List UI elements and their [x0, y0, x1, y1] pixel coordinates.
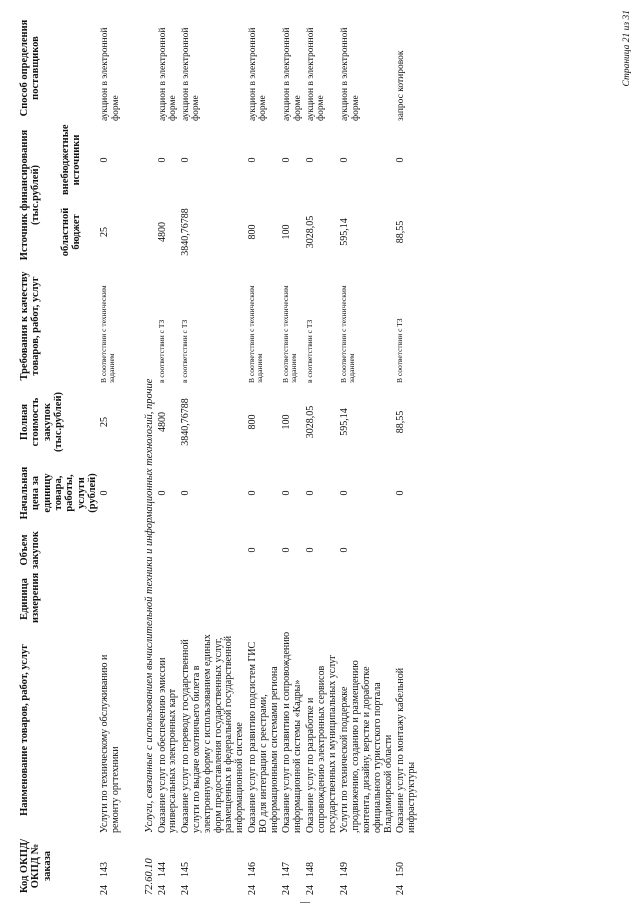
row-total-cost: 3028,05: [304, 405, 316, 439]
header-code: Код ОКПД/ ОКПД № заказа: [19, 838, 53, 894]
row-method: аукцион в электронной форме: [248, 27, 269, 121]
table-row: [99, 13, 143, 897]
row-code: [99, 835, 143, 897]
header-total-cost: Полная стоимость закупок (тыс.рублей): [19, 391, 64, 453]
row-total-cost: 595,14: [339, 408, 351, 436]
row-start-price: 0: [247, 490, 258, 496]
header-requirements: Требования к качеству товаров, работ, услуг: [19, 271, 42, 381]
header-unit: Единица измерения: [19, 572, 42, 623]
page-number: Страница 21 из 31: [621, 10, 632, 87]
row-order-number: 147: [281, 862, 293, 877]
table-row: [395, 13, 419, 897]
row-requirements: в соответствии с ТЗ: [304, 319, 314, 383]
row-code-value: 24: [247, 885, 258, 895]
row-code: [305, 835, 339, 897]
row-volume: [99, 527, 143, 573]
row-order-number: 144: [156, 862, 168, 877]
row-finance-regional: 3840,76788: [180, 208, 192, 256]
row-code-value: 24: [156, 885, 168, 895]
row-requirements: В соответствии с техническим заданием: [99, 285, 117, 383]
header-method: Способ определения поставщиков: [19, 19, 42, 117]
row-finance-extra: 0: [339, 157, 351, 163]
row-order-number: 145: [180, 862, 192, 877]
edge-mark: [300, 902, 310, 903]
row-code: [157, 835, 181, 897]
row-finance-extra: 0: [281, 157, 293, 163]
row-name: Оказание услуг по монтажу кабельной инфраструктуры: [395, 667, 418, 833]
row-order-number: 143: [99, 862, 111, 877]
row-order-number: 149: [339, 862, 351, 877]
section-row: [143, 13, 156, 897]
row-unit: [339, 573, 395, 625]
row-finance-regional: 25: [99, 227, 111, 237]
row-requirements: В соответствии с техническим заданием: [247, 285, 265, 383]
row-method: аукцион в электронной форме: [100, 27, 121, 121]
header-volume: Объем закупок: [19, 531, 42, 569]
row-method: аукцион в электронной форме: [157, 27, 178, 121]
table-row: [281, 13, 305, 897]
header-finance-regional: областной бюджет: [59, 207, 82, 257]
row-total-cost: 25: [99, 417, 111, 427]
row-start-price: 0: [395, 490, 407, 496]
row-name: Оказание услуг по обеспечению эмиссии универсальных электронных карт: [156, 657, 179, 833]
row-unit: [99, 573, 143, 625]
row-requirements: В соответствии с ТЗ: [395, 318, 405, 383]
row-requirements: В соответствии с техническим заданием: [339, 285, 357, 383]
row-start-price: 0: [180, 490, 192, 496]
row-total-cost: 3840,76788: [180, 398, 192, 446]
row-code-value: 24: [395, 885, 407, 895]
row-finance-extra: 0: [395, 157, 407, 163]
row-code: [281, 835, 305, 897]
table-body: [99, 13, 419, 897]
row-method: аукцион в электронной форме: [305, 27, 327, 121]
row-order-number: 150: [395, 862, 407, 877]
row-unit: [395, 573, 419, 625]
row-name: Оказание услуг по разработке и сопровождению электронных сервисов государственных и муниципальных услуг: [304, 654, 338, 833]
row-method: аукцион в электронной форме: [181, 27, 202, 121]
header-finance-extra: внебюджетные источники: [59, 124, 82, 195]
table-row: [180, 13, 247, 897]
row-unit: [157, 573, 181, 625]
table-header: [18, 13, 99, 897]
row-code-value: 24: [180, 885, 192, 895]
row-volume: 0: [304, 547, 316, 553]
row-finance-regional: 88,55: [395, 220, 407, 244]
row-finance-extra: 0: [180, 157, 192, 163]
row-unit: [247, 573, 281, 625]
table-row: [157, 13, 181, 897]
row-volume: 0: [247, 547, 258, 553]
row-code-value: 24: [304, 885, 316, 895]
row-requirements: В соответствии с техническим заданием: [281, 285, 299, 383]
procurement-table: [18, 13, 419, 897]
row-finance-extra: 0: [304, 157, 316, 163]
row-requirements: в соответствии с ТЗ: [156, 319, 166, 383]
row-start-price: 0: [304, 490, 316, 496]
row-total-cost: 88,55: [395, 410, 407, 434]
row-start-price: 0: [339, 490, 351, 496]
row-volume: 0: [339, 547, 351, 553]
row-finance-extra: 0: [247, 157, 258, 163]
row-finance-regional: 4800: [156, 222, 168, 242]
row-volume: 0: [281, 547, 293, 553]
row-start-price: 0: [156, 490, 168, 496]
row-finance-regional: 100: [281, 224, 293, 240]
section-code: 72.60.10: [144, 858, 156, 895]
table-row: [339, 13, 395, 897]
row-name: Оказание услуг по развитию и сопровождению информационной системы «Кадры»: [281, 631, 304, 833]
row-code: [339, 835, 395, 897]
row-code: [247, 835, 281, 897]
header-finance: Источник финансирования (тыс.рублей): [19, 129, 42, 261]
row-code: [180, 835, 247, 897]
row-order-number: 146: [247, 862, 258, 877]
row-total-cost: 4800: [156, 412, 168, 432]
table-row: [247, 13, 281, 897]
row-order-number: 148: [304, 862, 316, 877]
section-title: Услуги, связанные с использованием вычислительной техники и информационных технологий, прочие: [144, 378, 156, 833]
row-volume: [157, 527, 181, 573]
row-start-price: 0: [99, 490, 111, 496]
header-start-price: Начальная цена за единицу товара, работы, услуги (рублей): [19, 466, 98, 520]
row-finance-regional: 595,14: [339, 218, 351, 246]
row-method: аукцион в электронной форме: [282, 27, 303, 121]
row-finance-extra: 0: [99, 157, 111, 163]
row-name: Услуги по технической поддержке ,продвижению, созданию и размещению контента, дизайну, верстке и доработке официального туристского портала Владимирской области: [339, 660, 394, 833]
row-volume: [180, 527, 247, 573]
row-unit: [305, 573, 339, 625]
row-unit: [180, 573, 247, 625]
row-volume: [395, 527, 419, 573]
row-finance-extra: 0: [156, 157, 168, 163]
row-code-value: 24: [281, 885, 293, 895]
row-finance-regional: 800: [247, 224, 258, 240]
row-name: Оказание услуг по развитию подсистем ГИС ВО для интеграции с реестрами, информационными системами региона: [247, 641, 280, 833]
row-finance-regional: 3028,05: [304, 215, 316, 249]
row-total-cost: 100: [281, 414, 293, 430]
row-requirements: в соответствии с ТЗ: [180, 319, 190, 383]
row-name: Оказание услуг по переводу государственной услуги по выдаче охотничьего билета в электронную форму с использованием единых форм предоставления государственных услуг, размещенных в федеральной государственной информационной системе: [180, 634, 246, 833]
row-method: запрос котировок: [396, 50, 407, 121]
row-start-price: 0: [281, 490, 293, 496]
header-name: Наименование товаров, работ, услуг: [19, 644, 30, 816]
row-name: Услуги по техническому обслуживанию и ремонту оргтехники: [99, 654, 122, 833]
row-code-value: 24: [339, 885, 351, 895]
table-row: [305, 13, 339, 897]
row-unit: [281, 573, 305, 625]
row-method: аукцион в электронной форме: [340, 27, 361, 121]
row-code-value: 24: [99, 885, 111, 895]
row-code: [395, 835, 419, 897]
row-total-cost: 800: [247, 414, 258, 430]
